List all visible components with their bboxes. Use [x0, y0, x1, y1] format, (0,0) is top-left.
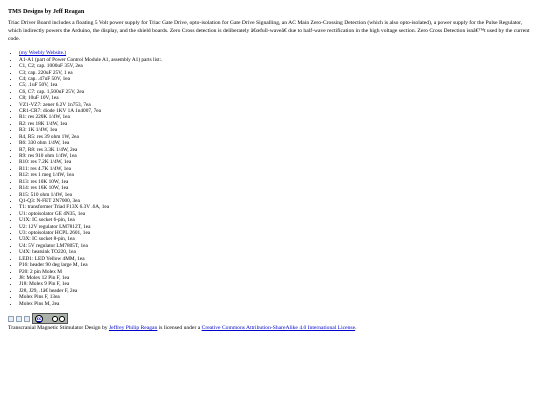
- page-title: TMS Designs by Jeff Reagan: [8, 8, 85, 15]
- weebly-website-link[interactable]: (my Weebly Website.): [19, 50, 67, 57]
- list-item: • C6, C7: cap. 1,500uF 25V, 2ea: [19, 89, 532, 95]
- list-item: • CR1-CR7: diode 1KV 1A 1n4007, 7ea: [19, 108, 532, 114]
- list-item: • R7, R8: res 3.3K 1/4W, 2ea: [19, 147, 532, 153]
- list-item: • R14: res 16K 10W, 1ea: [19, 185, 532, 191]
- attribution-icon: [52, 316, 58, 322]
- broken-image-icon: [16, 316, 22, 322]
- list-item: • R13: res 10K 10W, 1ea: [19, 179, 532, 185]
- cc-logo-icon: cc: [36, 316, 42, 322]
- list-item: • R11: res 4.7K 1/4W, 1ea: [19, 166, 532, 172]
- cc-license-badge[interactable]: [32, 313, 68, 324]
- list-item: • R3: 1K 1/4W, 1ea: [19, 127, 532, 133]
- intro-paragraph: Triac Driver Board includes a floating 5 Volt power supply for Triac Gate Drive, opto-isolation for Gate Drive Signalling, an AC Main Zero-Crossing Detection (which is also opto-isolated), a power supply for the Pulse Regulator, which indirectly powers the Arduino, the display, and the shield boards. Zero Cross detection is deliberately â€œfull-waveâ€ due to half-wave rectification in the high voltage section. Zero Cross Detection isnâ€™t used by the current code.: [8, 20, 530, 43]
- list-item: • U3: optoisolator HCPL 2601, 1ea: [19, 230, 532, 236]
- list-item: • C3; cap. 220uF 25V, 1 ea: [19, 70, 532, 76]
- list-item: • R6: 330 ohm 1/4W, 1ea: [19, 140, 532, 146]
- list-item: • Q1-Q3: N-FET 2N7000, 3ea: [19, 198, 532, 204]
- list-item: • T1: transformer Triad F13X 6.3V .6A, 1ea: [19, 204, 532, 210]
- list-item: • R4, R5: res 39 ohm 1W, 2ea: [19, 134, 532, 140]
- list-item: • C1, C2; cap. 1000uF 35V, 2ea: [19, 63, 532, 69]
- list-item: • VZ1-VZ7: zener 6.2V 1n753, 7ea: [19, 102, 532, 108]
- list-item: • J18: Molex 9 Pin F, 1ea: [19, 281, 532, 287]
- list-item: • R15: 510 ohm 1/4W, 1ea: [19, 192, 532, 198]
- list-item: • P16: header 90 deg large M, 1ea: [19, 262, 532, 268]
- list-item: • U1: optoisolator GE 4N35, 1ea: [19, 211, 532, 217]
- author-link[interactable]: Jeffrey Philip Reagan: [108, 325, 158, 332]
- list-item: • U1X: IC socket 6-pin, 1ea: [19, 217, 532, 223]
- list-item: • J8: Molex 12 Pin F, 1ea: [19, 275, 532, 281]
- share-alike-icon: [59, 316, 65, 322]
- list-item: • A1-A1 (part of Power Control Module A1, assembly A1) parts list:.: [19, 57, 532, 63]
- work-title: Transcranial Magnetic Stimulator Design: [8, 325, 101, 332]
- list-item: • U3X: IC socket 8-pin, 1ea: [19, 236, 532, 242]
- broken-image-icon: [24, 316, 30, 322]
- list-item: • U4: 5V regulator LM7805T, 1ea: [19, 243, 532, 249]
- license-statement: Transcranial Magnetic Stimulator Design by Jeffrey Philip Reagan is licensed under a Creative Commons Attribution-ShareAlike 4.0 International License.: [8, 325, 357, 332]
- list-item: • U2: 12V regulator LM7812T, 1ea: [19, 224, 532, 230]
- list-item: • P20: 2 pin Molex M: [19, 269, 532, 275]
- list-item: • R1: res 220K 1/4W, 1ea: [19, 114, 532, 120]
- list-item: • R10: res 7.2K 1/4W, 1ea: [19, 159, 532, 165]
- license-badges: [8, 313, 532, 324]
- list-item: • R2: res 18K 1/4W, 1ea: [19, 121, 532, 127]
- license-link[interactable]: Creative Commons Attribution-ShareAlike 4.0 International License: [201, 325, 356, 332]
- list-item: • C5; .1uF 50V, 1ea: [19, 82, 532, 88]
- list-item: • U4X: heatsink TO220, 1ea: [19, 249, 532, 255]
- list-item: • R9: res 910 ohm 1/4W, 1ea: [19, 153, 532, 159]
- list-item: • LED1: LED Yellow 4MM, 1ea: [19, 256, 532, 262]
- parts-list: [8, 50, 532, 307]
- list-item: • Molex Pins F, 13ea: [19, 294, 532, 300]
- list-item: • C8; 10uF 10V, 1ea: [19, 95, 532, 101]
- list-item: • R12: res 1 meg 1/4W, 1ea: [19, 172, 532, 178]
- broken-image-icon: [8, 316, 14, 322]
- list-item: • Molex Pins M, 2ea: [19, 301, 532, 307]
- list-item: • J28, J29, .1â€ header F, 2ea: [19, 288, 532, 294]
- list-item: • C4; cap. .47uF 50V, 1ea: [19, 76, 532, 82]
